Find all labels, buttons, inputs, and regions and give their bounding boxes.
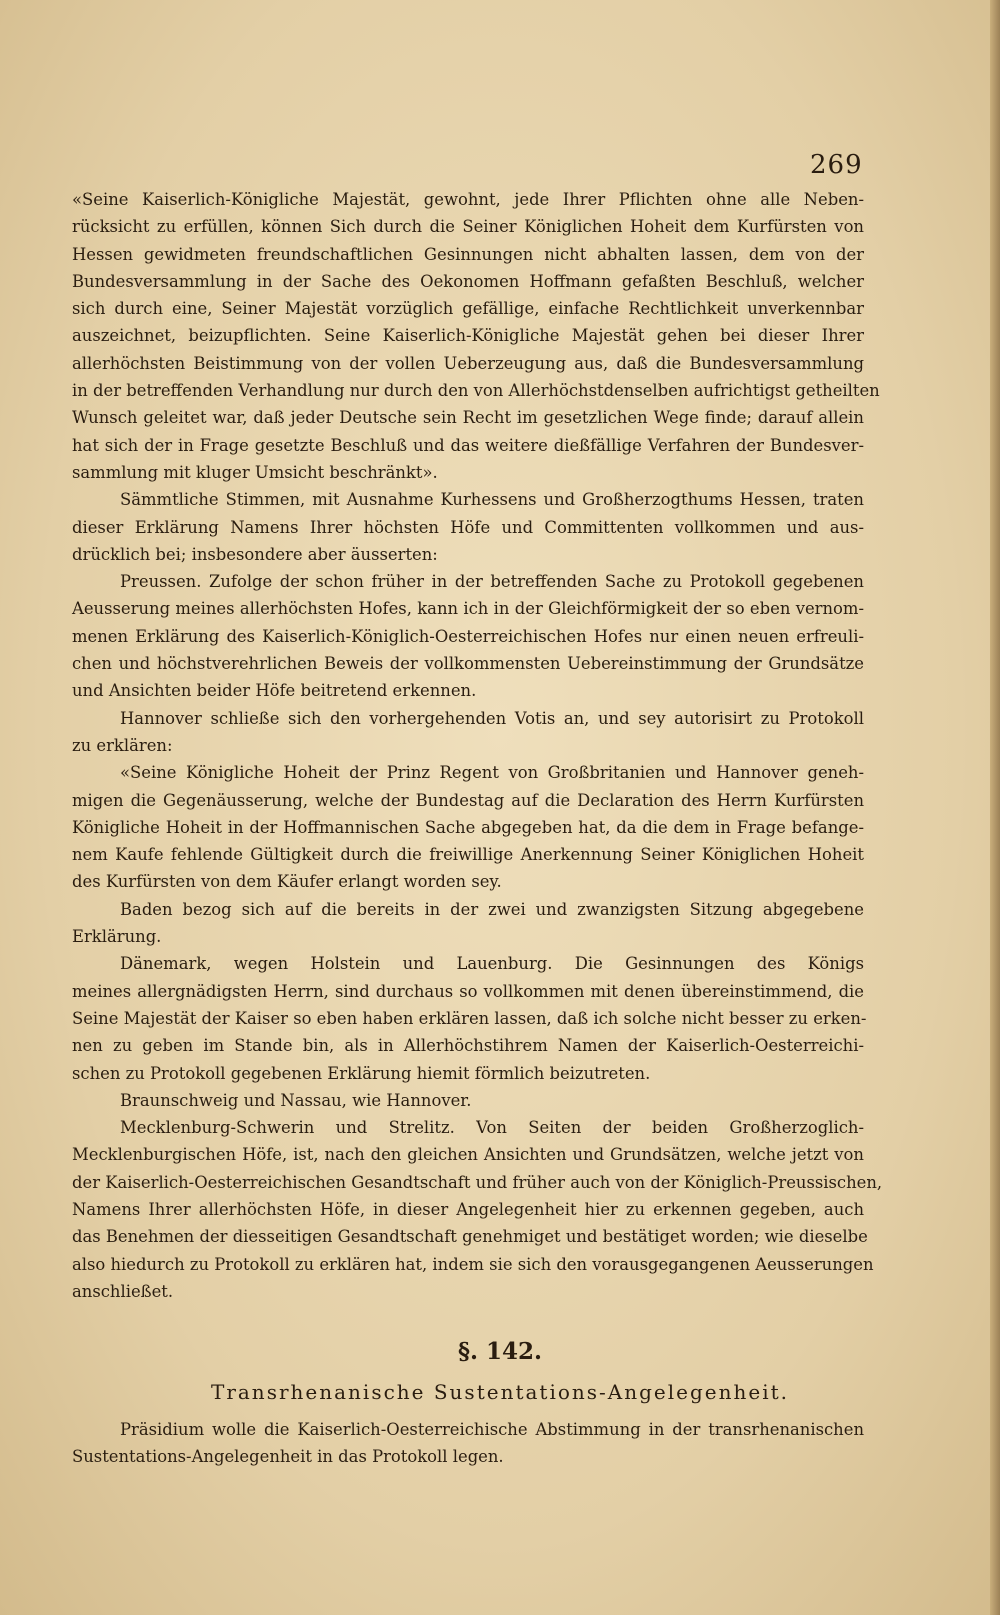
text-line: Mecklenburg-Schwerin und Strelitz. Von Seiten der beiden Großherzoglich- xyxy=(120,1118,864,1138)
text-line: in der betreffenden Verhandlung nur durch den von Allerhöchstdenselben aufrichtigst getheilten xyxy=(72,381,880,401)
text-line: menen Erklärung des Kaiserlich-Königlich-Oesterreichischen Hofes nur einen neuen erfreuli- xyxy=(72,626,864,646)
text-line: Namens Ihrer allerhöchsten Höfe, in dieser Angelegenheit hier zu erkennen gegeben, auch xyxy=(72,1199,864,1219)
text-line: sich durch eine, Seiner Majestät vorzüglich gefällige, einfache Rechtlichkeit unverkennbar xyxy=(72,299,864,319)
section-number: §. 142. xyxy=(457,1338,543,1365)
body-text xyxy=(72,186,883,1305)
text-line: schen zu Protokoll gegebenen Erklärung hiemit förmlich beizutreten. xyxy=(72,1063,651,1083)
text-line: Wunsch geleitet war, daß jeder Deutsche sein Recht im gesetzlichen Wege finde; darauf allein xyxy=(72,408,864,428)
page-edge xyxy=(990,0,1000,1615)
text-line: Baden bezog sich auf die bereits in der zwei und zwanzigsten Sitzung abgegebene xyxy=(120,899,864,919)
closing-text xyxy=(72,1416,864,1471)
text-line: «Seine Königliche Hoheit der Prinz Regent von Großbritanien und Hannover geneh- xyxy=(120,763,864,783)
section-title: Transrhenanische Sustentations-Angelegenheit. xyxy=(210,1380,790,1404)
text-line: Dänemark, wegen Holstein und Lauenburg. Die Gesinnungen des Königs xyxy=(120,954,864,974)
text-line: meines allergnädigsten Herrn, sind durchaus so vollkommen mit denen übereinstimmend, die xyxy=(72,981,864,1001)
text-line: Sustentations-Angelegenheit in das Protokoll legen. xyxy=(72,1447,504,1467)
text-line: und Ansichten beider Höfe beitretend erkennen. xyxy=(72,681,477,701)
text-line: Bundesversammlung in der Sache des Oekonomen Hoffmann gefaßten Beschluß, welcher xyxy=(72,271,864,291)
text-line: Mecklenburgischen Höfe, ist, nach den gleichen Ansichten und Grundsätzen, welche jetzt von xyxy=(72,1145,864,1165)
text-line: der Kaiserlich-Oesterreichischen Gesandtschaft und früher auch von der Königlich-Preussischen, xyxy=(72,1172,883,1192)
text-line: Hannover schließe sich den vorhergehenden Votis an, und sey autorisirt zu Protokoll xyxy=(120,708,864,728)
page-number: 269 xyxy=(810,150,863,180)
text-line: «Seine Kaiserlich-Königliche Majestät, gewohnt, jede Ihrer Pflichten ohne alle Neben- xyxy=(72,190,864,209)
text-line: migen die Gegenäusserung, welche der Bundestag auf die Declaration des Herrn Kurfürsten xyxy=(72,790,864,810)
text-line: dieser Erklärung Namens Ihrer höchsten Höfe und Committenten vollkommen und aus- xyxy=(72,517,864,537)
text-line: Seine Majestät der Kaiser so eben haben erklären lassen, daß ich solche nicht besser zu erken- xyxy=(72,1008,867,1028)
text-line: auszeichnet, beizupflichten. Seine Kaiserlich-Königliche Majestät gehen bei dieser Ihrer xyxy=(72,326,864,346)
text-line: allerhöchsten Beistimmung von der vollen Ueberzeugung aus, daß die Bundesversammlung xyxy=(72,353,864,373)
text-line: also hiedurch zu Protokoll zu erklären hat, indem sie sich den vorausgegangenen Aeusserungen xyxy=(72,1254,874,1274)
text-line: Hessen gewidmeten freundschaftlichen Gesinnungen nicht abhalten lassen, dem von der xyxy=(72,244,864,264)
text-line: anschließet. xyxy=(72,1281,174,1301)
text-line: Braunschweig und Nassau, wie Hannover. xyxy=(120,1090,472,1110)
text-line: das Benehmen der diesseitigen Gesandtschaft genehmiget und bestätiget worden; wie dieselbe xyxy=(72,1227,868,1247)
text-line: Preussen. Zufolge der schon früher in der betreffenden Sache zu Protokoll gegebenen xyxy=(120,572,864,592)
text-line: hat sich der in Frage gesetzte Beschluß und das weitere dießfällige Verfahren der Bundesver- xyxy=(72,435,864,455)
text-line: Königliche Hoheit in der Hoffmannischen Sache abgegeben hat, da die dem in Frage befange- xyxy=(72,817,864,837)
text-line: nem Kaufe fehlende Gültigkeit durch die freiwillige Anerkennung Seiner Königlichen Hoheit xyxy=(72,845,864,865)
text-line: des Kurfürsten von dem Käufer erlangt worden sey. xyxy=(72,872,502,892)
text-line: Präsidium wolle die Kaiserlich-Oesterreichische Abstimmung in der transrhenanischen xyxy=(120,1420,864,1439)
text-line: rücksicht zu erfüllen, können Sich durch die Seiner Königlichen Hoheit dem Kurfürsten von xyxy=(72,217,864,237)
text-line: nen zu geben im Stande bin, als in Allerhöchstihrem Namen der Kaiserlich-Oesterreichi- xyxy=(72,1036,864,1056)
text-line: zu erklären: xyxy=(72,735,173,755)
text-line: Sämmtliche Stimmen, mit Ausnahme Kurhessens und Großherzogthums Hessen, traten xyxy=(120,490,864,510)
text-line: Erklärung. xyxy=(72,927,162,947)
text-line: drücklich bei; insbesondere aber äusserten: xyxy=(72,544,438,564)
text-line: chen und höchstverehrlichen Beweis der vollkommensten Uebereinstimmung der Grundsätze xyxy=(72,654,864,674)
text-line: Aeusserung meines allerhöchsten Hofes, kann ich in der Gleichförmigkeit der so eben vernom- xyxy=(72,599,864,619)
text-line: sammlung mit kluger Umsicht beschränkt». xyxy=(72,462,438,482)
